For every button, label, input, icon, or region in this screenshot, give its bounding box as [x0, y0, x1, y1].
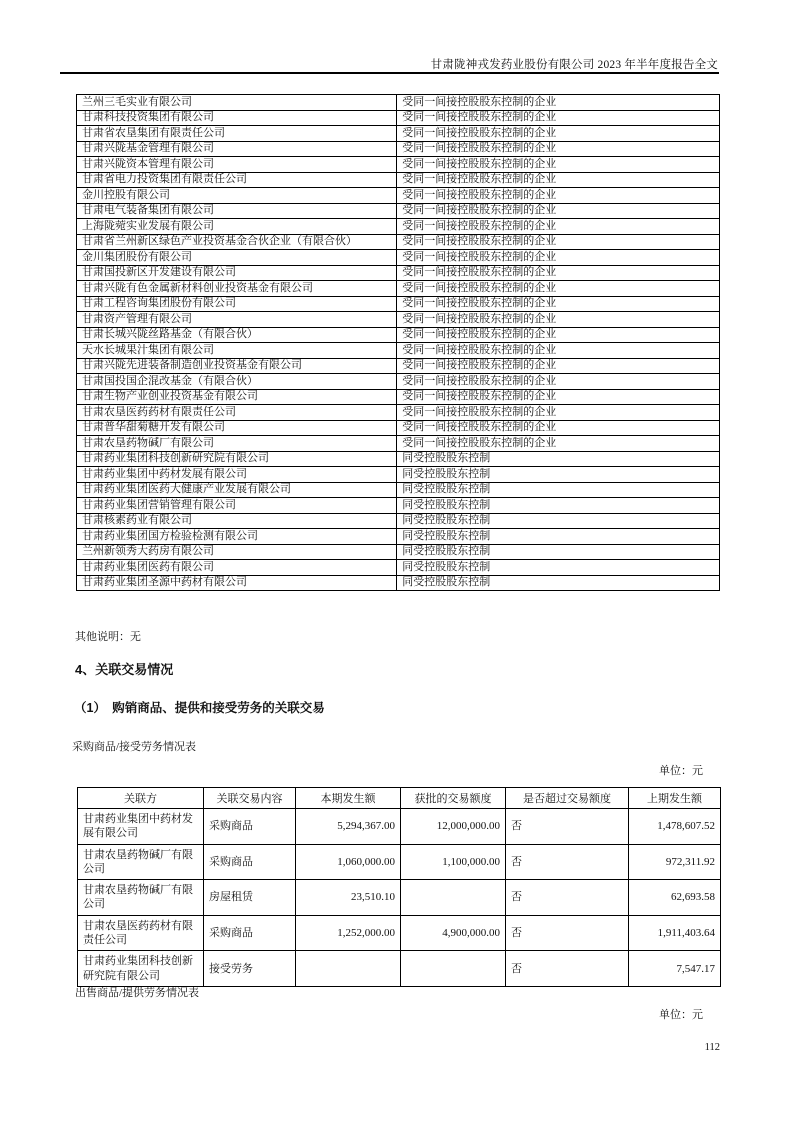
- related-party-name-cell: 甘肃兴陇资本管理有限公司: [77, 157, 397, 173]
- related-party-name-cell: 甘肃生物产业创业投资基金有限公司: [77, 389, 397, 405]
- related-party-name-cell: 甘肃农垦医药药材有限责任公司: [77, 405, 397, 421]
- related-party-name-cell: 甘肃省农垦集团有限责任公司: [77, 126, 397, 142]
- related-parties-body: [77, 95, 720, 591]
- table-row: [77, 172, 720, 188]
- header-rule: [60, 72, 719, 74]
- table-row: [77, 482, 720, 498]
- content-cell: 接受劳务: [204, 951, 296, 987]
- approved-limit-cell: 12,000,000.00: [401, 809, 506, 845]
- approved-limit-cell: 1,100,000.00: [401, 844, 506, 880]
- related-party-name-cell: 兰州新领秀大药房有限公司: [77, 544, 397, 560]
- content-cell: 采购商品: [204, 809, 296, 845]
- table-row: [78, 844, 721, 880]
- section-heading: 4、关联交易情况: [75, 662, 174, 677]
- content-cell: 采购商品: [204, 915, 296, 951]
- table-row: [77, 110, 720, 126]
- related-party-name-cell: 甘肃电气装备集团有限公司: [77, 203, 397, 219]
- relation-cell: 受同一间接控股股东控制的企业: [397, 374, 720, 390]
- exceeds-limit-cell: 否: [506, 809, 629, 845]
- relation-cell: 同受控股股东控制: [397, 451, 720, 467]
- table-row: [77, 219, 720, 235]
- table-row: [77, 374, 720, 390]
- party-cell: 甘肃药业集团科技创新研究院有限公司: [78, 951, 204, 987]
- other-note: 其他说明：无: [75, 631, 141, 643]
- related-party-name-cell: 甘肃兴陇有色金属新材料创业投资基金有限公司: [77, 281, 397, 297]
- prior-amount-cell: 972,311.92: [629, 844, 721, 880]
- current-amount-cell: 23,510.10: [296, 880, 401, 916]
- relation-cell: 受同一间接控股股东控制的企业: [397, 250, 720, 266]
- related-party-name-cell: 甘肃兴陇先进装备制造创业投资基金有限公司: [77, 358, 397, 374]
- relation-cell: 同受控股股东控制: [397, 544, 720, 560]
- table-row: [77, 467, 720, 483]
- header-exceeds-limit: 是否超过交易额度: [506, 788, 629, 809]
- table-row: [78, 915, 721, 951]
- related-party-name-cell: 上海陇菀实业发展有限公司: [77, 219, 397, 235]
- party-cell: 甘肃农垦药物碱厂有限公司: [78, 844, 204, 880]
- related-party-name-cell: 甘肃药业集团医药大健康产业发展有限公司: [77, 482, 397, 498]
- exceeds-limit-cell: 否: [506, 951, 629, 987]
- relation-cell: 同受控股股东控制: [397, 575, 720, 591]
- related-party-name-cell: 甘肃工程咨询集团股份有限公司: [77, 296, 397, 312]
- related-party-name-cell: 金川集团股份有限公司: [77, 250, 397, 266]
- related-party-name-cell: 甘肃省兰州新区绿色产业投资基金合伙企业（有限合伙）: [77, 234, 397, 250]
- table-row: [77, 327, 720, 343]
- related-party-name-cell: 甘肃药业集团医药有限公司: [77, 560, 397, 576]
- relation-cell: 受同一间接控股股东控制的企业: [397, 405, 720, 421]
- related-party-name-cell: 甘肃国投新区开发建设有限公司: [77, 265, 397, 281]
- table-row: [77, 157, 720, 173]
- content-cell: 采购商品: [204, 844, 296, 880]
- table-row: [77, 281, 720, 297]
- relation-cell: 受同一间接控股股东控制的企业: [397, 436, 720, 452]
- related-party-name-cell: 金川控股有限公司: [77, 188, 397, 204]
- exceeds-limit-cell: 否: [506, 915, 629, 951]
- relation-cell: 受同一间接控股股东控制的企业: [397, 188, 720, 204]
- related-party-name-cell: 甘肃药业集团中药材发展有限公司: [77, 467, 397, 483]
- related-party-name-cell: 甘肃普华甜菊糖开发有限公司: [77, 420, 397, 436]
- relation-cell: 同受控股股东控制: [397, 560, 720, 576]
- table-row: [78, 951, 721, 987]
- related-party-name-cell: 甘肃药业集团营销管理有限公司: [77, 498, 397, 514]
- purchase-table: [77, 787, 720, 987]
- header-approved-limit: 获批的交易额度: [401, 788, 506, 809]
- approved-limit-cell: 4,900,000.00: [401, 915, 506, 951]
- table-row: [77, 529, 720, 545]
- table-row: [77, 296, 720, 312]
- table-row: [77, 498, 720, 514]
- related-party-name-cell: 甘肃农垦药物碱厂有限公司: [77, 436, 397, 452]
- related-party-name-cell: 甘肃药业集团科技创新研究院有限公司: [77, 451, 397, 467]
- header-prior-amount: 上期发生额: [629, 788, 721, 809]
- unit-label-sales: 单位：元: [659, 1009, 703, 1021]
- related-party-name-cell: 兰州三毛实业有限公司: [77, 95, 397, 111]
- approved-limit-cell: [401, 951, 506, 987]
- relation-cell: 受同一间接控股股东控制的企业: [397, 343, 720, 359]
- party-cell: 甘肃药业集团中药材发展有限公司: [78, 809, 204, 845]
- purchase-table-header-row: [78, 788, 721, 809]
- table-row: [78, 880, 721, 916]
- related-party-name-cell: 甘肃药业集团国方检验检测有限公司: [77, 529, 397, 545]
- relation-cell: 同受控股股东控制: [397, 467, 720, 483]
- relation-cell: 受同一间接控股股东控制的企业: [397, 234, 720, 250]
- related-party-name-cell: 天水长城果汁集团有限公司: [77, 343, 397, 359]
- header-current-amount: 本期发生额: [296, 788, 401, 809]
- relation-cell: 受同一间接控股股东控制的企业: [397, 157, 720, 173]
- table-row: [77, 544, 720, 560]
- exceeds-limit-cell: 否: [506, 844, 629, 880]
- table-row: [77, 513, 720, 529]
- relation-cell: 受同一间接控股股东控制的企业: [397, 172, 720, 188]
- table-row: [77, 420, 720, 436]
- relation-cell: 受同一间接控股股东控制的企业: [397, 281, 720, 297]
- approved-limit-cell: [401, 880, 506, 916]
- relation-cell: 同受控股股东控制: [397, 482, 720, 498]
- table-row: [77, 436, 720, 452]
- related-parties-table: [76, 94, 720, 591]
- table-row: [77, 389, 720, 405]
- relation-cell: 受同一间接控股股东控制的企业: [397, 110, 720, 126]
- table-row: [77, 405, 720, 421]
- current-amount-cell: [296, 951, 401, 987]
- header-transaction-content: 关联交易内容: [204, 788, 296, 809]
- table-row: [77, 234, 720, 250]
- purchase-table-body: [78, 809, 721, 987]
- table-row: [77, 451, 720, 467]
- related-party-name-cell: 甘肃核素药业有限公司: [77, 513, 397, 529]
- related-party-name-cell: 甘肃省电力投资集团有限责任公司: [77, 172, 397, 188]
- relation-cell: 受同一间接控股股东控制的企业: [397, 126, 720, 142]
- table-row: [77, 203, 720, 219]
- relation-cell: 受同一间接控股股东控制的企业: [397, 389, 720, 405]
- prior-amount-cell: 1,911,403.64: [629, 915, 721, 951]
- relation-cell: 受同一间接控股股东控制的企业: [397, 203, 720, 219]
- related-party-name-cell: 甘肃国投国企混改基金（有限合伙）: [77, 374, 397, 390]
- relation-cell: 同受控股股东控制: [397, 529, 720, 545]
- table-row: [78, 809, 721, 845]
- table-row: [77, 188, 720, 204]
- current-amount-cell: 1,252,000.00: [296, 915, 401, 951]
- relation-cell: 受同一间接控股股东控制的企业: [397, 296, 720, 312]
- relation-cell: 受同一间接控股股东控制的企业: [397, 95, 720, 111]
- exceeds-limit-cell: 否: [506, 880, 629, 916]
- relation-cell: 受同一间接控股股东控制的企业: [397, 420, 720, 436]
- relation-cell: 同受控股股东控制: [397, 513, 720, 529]
- page-number: 112: [704, 1042, 720, 1053]
- table-row: [77, 141, 720, 157]
- current-amount-cell: 5,294,367.00: [296, 809, 401, 845]
- table-row: [77, 343, 720, 359]
- relation-cell: 受同一间接控股股东控制的企业: [397, 141, 720, 157]
- table-row: [77, 250, 720, 266]
- purchase-table-caption: 采购商品/接受劳务情况表: [72, 741, 197, 753]
- table-row: [77, 95, 720, 111]
- related-party-name-cell: 甘肃资产管理有限公司: [77, 312, 397, 328]
- sales-table-caption: 出售商品/提供劳务情况表: [75, 987, 200, 999]
- relation-cell: 受同一间接控股股东控制的企业: [397, 327, 720, 343]
- table-row: [77, 575, 720, 591]
- table-row: [77, 312, 720, 328]
- relation-cell: 受同一间接控股股东控制的企业: [397, 358, 720, 374]
- current-amount-cell: 1,060,000.00: [296, 844, 401, 880]
- content-cell: 房屋租赁: [204, 880, 296, 916]
- report-header-title: 甘肃陇神戎发药业股份有限公司 2023 年半年度报告全文: [430, 59, 718, 71]
- header-related-party: 关联方: [78, 788, 204, 809]
- relation-cell: 受同一间接控股股东控制的企业: [397, 265, 720, 281]
- prior-amount-cell: 7,547.17: [629, 951, 721, 987]
- subsection-heading: （1） 购销商品、提供和接受劳务的关联交易: [74, 701, 325, 715]
- table-row: [77, 265, 720, 281]
- table-row: [77, 358, 720, 374]
- related-party-name-cell: 甘肃药业集团圣源中药材有限公司: [77, 575, 397, 591]
- related-party-name-cell: 甘肃兴陇基金管理有限公司: [77, 141, 397, 157]
- prior-amount-cell: 1,478,607.52: [629, 809, 721, 845]
- unit-label-purchase: 单位：元: [659, 765, 703, 777]
- table-row: [77, 560, 720, 576]
- party-cell: 甘肃农垦药物碱厂有限公司: [78, 880, 204, 916]
- table-row: [77, 126, 720, 142]
- related-party-name-cell: 甘肃科技投资集团有限公司: [77, 110, 397, 126]
- relation-cell: 受同一间接控股股东控制的企业: [397, 312, 720, 328]
- party-cell: 甘肃农垦医药药材有限责任公司: [78, 915, 204, 951]
- related-party-name-cell: 甘肃长城兴陇丝路基金（有限合伙）: [77, 327, 397, 343]
- prior-amount-cell: 62,693.58: [629, 880, 721, 916]
- relation-cell: 同受控股股东控制: [397, 498, 720, 514]
- relation-cell: 受同一间接控股股东控制的企业: [397, 219, 720, 235]
